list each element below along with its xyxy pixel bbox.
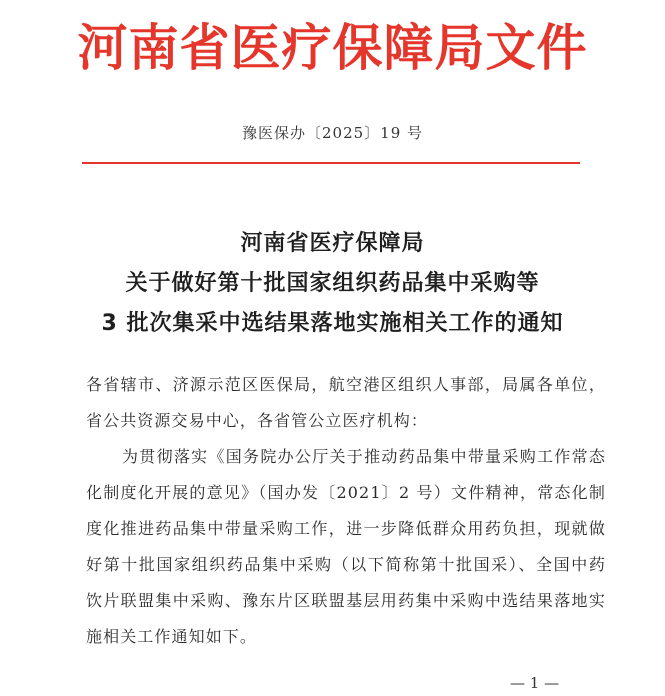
document-number: 豫医保办〔2025〕19 号 xyxy=(241,124,424,142)
notice-title-line-3: 3 批次集采中选结果落地实施相关工作的通知 xyxy=(101,311,564,336)
recipients-paragraph: 各省辖市、济源示范区医保局，航空港区组织人事部，局属各单位，省公共资源交易中心，各省管公立医疗机构： xyxy=(86,375,606,430)
body-paragraph-1: 为贯彻落实《国务院办公厅关于推动药品集中带量采购工作常态化制度化开展的意见》（国办发〔2021〕2 号）文件精神，常态化制度化推进药品集中带量采购工作，进一步降低群众用药负担，现就做好第十批国家组织药品集中采购（以下简称第十批国采）、全国中药饮片联盟集中采购、豫东片区联盟基层用药集中采购中选结果落地实施相关工作通知如下。 xyxy=(86,447,606,646)
header-divider xyxy=(82,162,580,164)
notice-title xyxy=(0,224,665,344)
document-header-title: 河南省医疗保障局文件 xyxy=(77,18,588,77)
notice-title-line-2: 关于做好第十批国家组织药品集中采购等 xyxy=(125,271,540,296)
page-number: — 1 — xyxy=(510,674,560,692)
notice-body xyxy=(86,367,606,655)
notice-title-line-1: 河南省医疗保障局 xyxy=(240,231,425,256)
